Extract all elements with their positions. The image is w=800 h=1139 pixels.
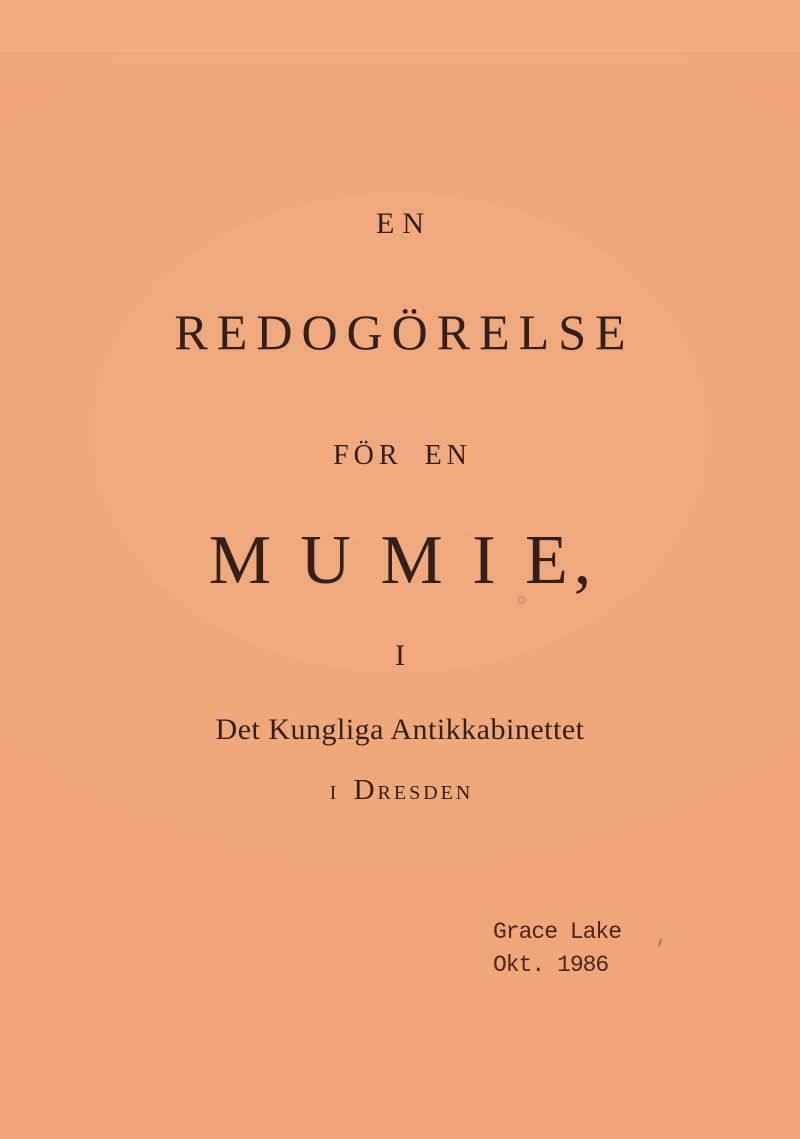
- byline-block: [493, 916, 621, 982]
- scan-speck: [658, 938, 662, 947]
- scan-top-band: [0, 0, 800, 50]
- title-line-en: EN: [376, 207, 432, 240]
- scan-seam-line: [0, 50, 800, 51]
- title-line-mumie: M U M I E,: [208, 522, 598, 599]
- title-line-numeral-i: I: [395, 639, 405, 672]
- title-line-for-en: FÖR EN: [333, 440, 472, 471]
- scan-speck: [518, 596, 525, 604]
- date-line: Okt. 1986: [493, 952, 609, 978]
- author-name: Grace Lake: [493, 919, 622, 945]
- title-line-redogorelse: REDOGÖRELSE: [174, 304, 635, 360]
- title-line-kungliga-antikkabinettet: Det Kungliga Antikkabinettet: [215, 713, 585, 746]
- title-line-i-dresden: i Dresden: [329, 774, 474, 806]
